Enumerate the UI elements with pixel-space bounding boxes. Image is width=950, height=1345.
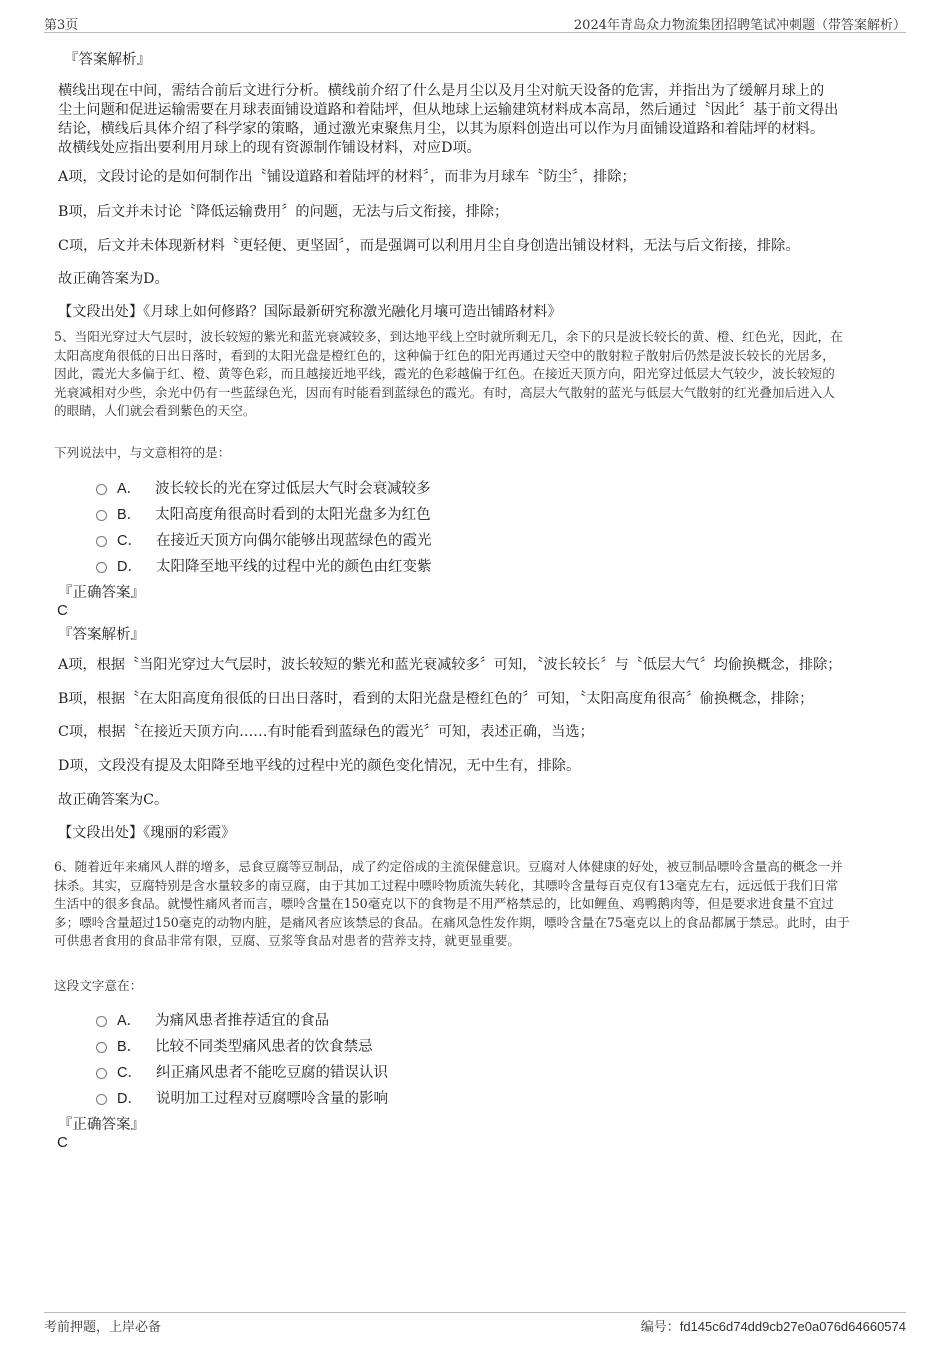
q6-text-line: 6、随着近年来痛风人群的增多，忌食豆腐等豆制品，成了约定俗成的主流保健意识。豆腐对人体健康的好处，被豆制品嘌呤含量高的概念一并: [54, 859, 843, 874]
radio-icon[interactable]: [96, 484, 107, 495]
q4-analysis-a: A项，文段讨论的是如何制作出〝铺设道路和着陆坪的材料〞，而非为月球车〝防尘〞，排除；: [58, 169, 636, 185]
radio-icon[interactable]: [96, 1094, 107, 1105]
q4-explanation-title: 『答案解析』: [64, 52, 151, 68]
option-letter: C．: [117, 533, 142, 549]
q4-conclusion: 故正确答案为D。: [58, 271, 169, 287]
q5-option-d[interactable]: [96, 555, 431, 576]
q6-prompt: 这段文字意在：: [54, 978, 143, 993]
q5-answer: C: [57, 602, 68, 619]
option-text: 在接近天顶方向偶尔能够出现蓝绿色的霞光: [155, 533, 432, 549]
option-text: 波长较长的光在穿过低层大气时会衰减较多: [155, 481, 431, 497]
q6-option-b[interactable]: [96, 1035, 373, 1056]
q6-option-d[interactable]: [96, 1087, 388, 1108]
radio-icon[interactable]: [96, 510, 107, 521]
q5-text-line: 因此，霞光大多偏于红、橙、黄等色彩，而且越接近地平线，霞光的色彩越偏于红色。在接近天顶方向，阳光穿过低层大气较少，波长较短的: [54, 366, 835, 381]
q5-text-line: 太阳高度角很低的日出日落时，看到的太阳光盘是橙红色的，这种偏于红色的阳光再通过天空中的散射粒子散射后仍然是波长较长的光居多，: [54, 347, 835, 363]
radio-icon[interactable]: [96, 536, 107, 547]
q4-source: 【文段出处】《月球上如何修路？国际最新研究称激光融化月壤可造出铺路材料》: [58, 304, 562, 320]
q5-option-b[interactable]: [96, 503, 431, 524]
radio-icon[interactable]: [96, 1016, 107, 1027]
q4-explanation: [58, 82, 908, 158]
q5-conclusion: 故正确答案为C。: [58, 792, 169, 808]
q5-prompt: 下列说法中，与文意相符的是：: [54, 445, 231, 460]
q4-explanation-line: 结论，横线后具体介绍了科学家的策略，通过激光束聚焦月尘，以其为原料创造出可以作为月面铺设道路和着陆坪的材料。: [58, 121, 825, 137]
q6-option-a[interactable]: [96, 1009, 329, 1030]
option-text: 太阳高度角很高时看到的太阳光盘多为红色: [155, 507, 431, 523]
option-text: 说明加工过程对豆腐嘌呤含量的影响: [155, 1091, 388, 1107]
option-letter: A．: [117, 1013, 142, 1029]
q5-text-line: 5、当阳光穿过大气层时，波长较短的紫光和蓝光衰减较多，到达地平线上空时就所剩无几，余下的只是波长较长的黄、橙、红色光，因此，在: [54, 329, 843, 344]
q5-option-c[interactable]: [96, 529, 431, 550]
code-value: fd145c6d74dd9cb27e0a076d64660574: [679, 1319, 906, 1334]
q5-explanation-title: 『答案解析』: [58, 627, 145, 643]
q5-source: 【文段出处】《瑰丽的彩霞》: [58, 825, 236, 841]
q6-text-line: 可供患者食用的食品非常有限，豆腐、豆浆等食品对患者的营养支持，就更显重要。: [54, 933, 520, 948]
q5-answer-title: 『正确答案』: [58, 585, 145, 601]
q5-analysis-b: B项，根据〝在太阳高度角很低的日出日落时，看到的太阳光盘是橙红色的〞可知，〝太阳高度角很高〞偷换概念，排除；: [58, 691, 814, 707]
q5-text: [54, 328, 904, 421]
option-letter: D．: [117, 559, 142, 575]
option-letter: B．: [117, 1039, 142, 1055]
option-text: 太阳降至地平线的过程中光的颜色由红变紫: [155, 559, 432, 575]
footer-slogan: 考前押题，上岸必备: [44, 1320, 162, 1335]
radio-icon[interactable]: [96, 1042, 107, 1053]
q6-answer: C: [57, 1134, 68, 1151]
q4-explanation-line: 故横线处应指出要利用月球上的现有资源制作铺设材料，对应D项。: [58, 140, 481, 156]
q5-analysis-a: A项，根据〝当阳光穿过大气层时，波长较短的紫光和蓝光衰减较多〞可知，〝波长较长〞与〝低层大气〞均偷换概念，排除；: [58, 657, 842, 673]
q6-text-line: 多；嘌呤含量超过150毫克的动物内脏，是痛风者应该禁忌的食品。在痛风急性发作期，嘌呤含量在75毫克以上的食品都属于禁忌。此时，由于: [54, 914, 850, 930]
page-footer: [44, 1312, 906, 1335]
radio-icon[interactable]: [96, 1068, 107, 1079]
page-number: 第3页: [44, 18, 79, 33]
q6-text: [54, 858, 904, 951]
q6-answer-title: 『正确答案』: [58, 1117, 145, 1133]
q5-analysis-d: D项，文段没有提及太阳降至地平线的过程中光的颜色变化情况，无中生有，排除。: [58, 758, 581, 774]
q4-explanation-line: 尘土问题和促进运输需要在月球表面铺设道路和着陆坪，但从地球上运输建筑材料成本高昂，然后通过〝因此〞基于前文得出: [58, 102, 839, 118]
q5-option-a[interactable]: [96, 477, 431, 498]
page-header: [44, 12, 906, 33]
q5-analysis-c: C项，根据〝在接近天顶方向……有时能看到蓝绿色的霞光〞可知，表述正确，当选；: [58, 724, 594, 740]
option-letter: C．: [117, 1065, 142, 1081]
q4-explanation-line: 横线出现在中间，需结合前后文进行分析。横线前介绍了什么是月尘以及月尘对航天设备的危害，并指出为了缓解月球上的: [58, 83, 825, 99]
q4-analysis-b: B项，后文并未讨论〝降低运输费用〞的问题，无法与后文衔接，排除；: [58, 204, 509, 220]
q6-text-line: 生活中的很多食品。就慢性痛风者而言，嘌呤含量在150毫克以下的食物是不用严格禁忌的，比如鲤鱼、鸡鸭鹅肉等，但是要求进食量不宜过: [54, 896, 834, 911]
document-code: [641, 1316, 906, 1335]
option-text: 比较不同类型痛风患者的饮食禁忌: [155, 1039, 373, 1055]
option-text: 纠正痛风患者不能吃豆腐的错误认识: [155, 1065, 388, 1081]
radio-icon[interactable]: [96, 562, 107, 573]
q4-analysis-c: C项，后文并未体现新材料〝更轻便、更坚固〞，而是强调可以利用月尘自身创造出铺设材料，无法与后文衔接，排除。: [58, 238, 800, 254]
document-title: 2024年青岛众力物流集团招聘笔试冲刺题（带答案解析）: [573, 18, 906, 33]
option-letter: D．: [117, 1091, 142, 1107]
q6-text-line: 抹杀。其实，豆腐特别是含水量较多的南豆腐，由于其加工过程中嘌呤物质流失转化，其嘌呤含量每百克仅有13毫克左右，远远低于我们日常: [54, 877, 839, 893]
q5-text-line: 光衰减相对少些，余光中仍有一些蓝绿色光，因而有时能看到蓝绿色的霞光。有时，高层大气散射的蓝光与低层大气散射的红光叠加后进入人: [54, 384, 835, 400]
code-label: 编号：: [640, 1320, 680, 1335]
option-text: 为痛风患者推荐适宜的食品: [155, 1013, 330, 1029]
q5-text-line: 的眼睛，人们就会看到紫色的天空。: [54, 403, 256, 418]
option-letter: A．: [117, 481, 142, 497]
q6-option-c[interactable]: [96, 1061, 388, 1082]
option-letter: B．: [117, 507, 142, 523]
